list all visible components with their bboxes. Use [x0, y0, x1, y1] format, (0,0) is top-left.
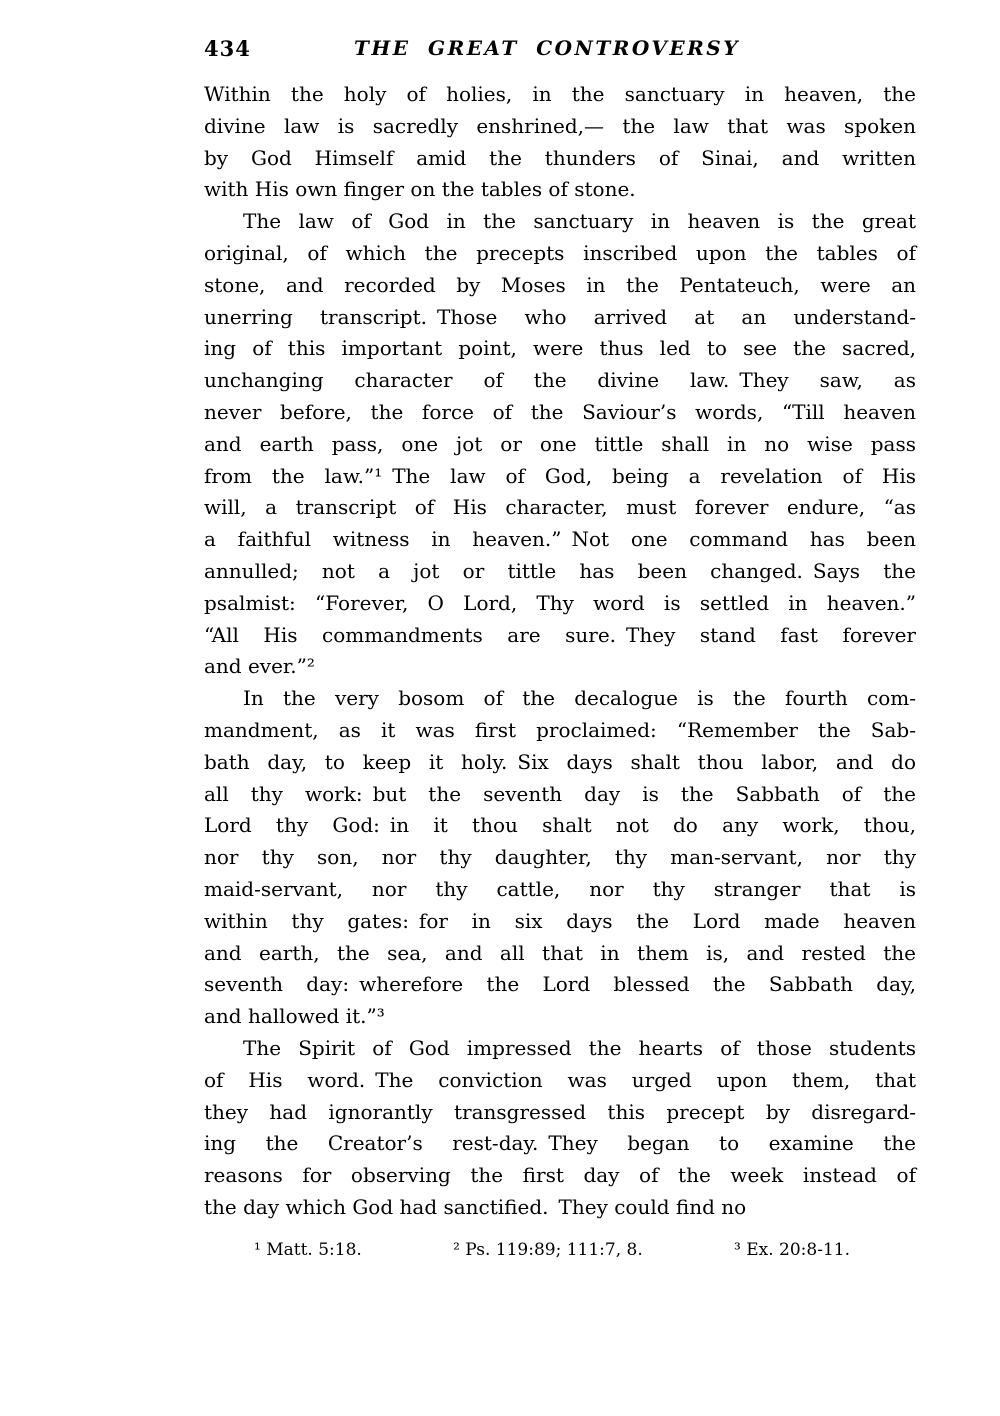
body-line: ing the Creator’s rest-day. They began to examine the [204, 1131, 916, 1156]
body-line: from the law.”¹ The law of God, being a revelation of His [204, 463, 916, 488]
running-title: THE GREAT CONTROVERSY [354, 36, 740, 60]
body-line: mandment, as it was first proclaimed: “Remember the Sab- [204, 717, 916, 742]
paragraph [204, 1033, 916, 1224]
body-line: stone, and recorded by Moses in the Pentateuch, were an [204, 272, 916, 297]
footnote: ² Ps. 119:89; 111:7, 8. [453, 1240, 643, 1260]
body-line: unerring transcript. Those who arrived at an understand- [204, 304, 916, 329]
footnote: ³ Ex. 20:8-11. [734, 1240, 850, 1260]
body-line: by God Himself amid the thunders of Sinai, and written [204, 145, 916, 170]
body-line: Within the holy of holies, in the sanctuary in heaven, the [204, 82, 916, 106]
body-line: maid-servant, nor thy cattle, nor thy stranger that is [204, 876, 916, 901]
body-line: psalmist: “Forever, O Lord, Thy word is settled in heaven.” [204, 590, 916, 615]
body-line: The Spirit of God impressed the hearts of those students [243, 1035, 916, 1060]
body-line: The law of God in the sanctuary in heaven is the great [243, 209, 916, 234]
body-line: seventh day: wherefore the Lord blessed the Sabbath day, [204, 972, 916, 997]
body-line: nor thy son, nor thy daughter, thy man-servant, nor thy [204, 845, 916, 870]
body-line: a faithful witness in heaven.” Not one command has been [204, 527, 916, 552]
body-line: will, a transcript of His character, must forever endure, “as [204, 495, 916, 520]
body-line: annulled; not a jot or tittle has been changed. Says the [204, 558, 916, 583]
body-line: never before, the force of the Saviour’s words, “Till heaven [204, 399, 916, 424]
body-line: within thy gates: for in six days the Lord made heaven [204, 908, 916, 933]
body-line: and earth pass, one jot or one tittle shall in no wise pass [204, 431, 916, 456]
body-line: Lord thy God: in it thou shalt not do any work, thou, [204, 813, 916, 838]
body-line: of His word. The conviction was urged upon them, that [204, 1067, 916, 1092]
body-line: unchanging character of the divine law. They saw, as [204, 368, 916, 393]
footnotes [204, 1238, 916, 1262]
body-line: reasons for observing the first day of the week instead of [204, 1163, 916, 1188]
body-line: with His own finger on the tables of stone. [204, 177, 636, 202]
body-line: and earth, the sea, and all that in them is, and rested the [204, 940, 916, 965]
body-line: the day which God had sanctified. They could find no [204, 1194, 747, 1219]
page-header [204, 36, 916, 62]
body-line: and ever.”² [204, 654, 315, 679]
body-line: In the very bosom of the decalogue is the fourth com- [243, 686, 916, 711]
body-line: and hallowed it.”³ [204, 1004, 385, 1029]
body-line: all thy work: but the seventh day is the Sabbath of the [204, 781, 916, 806]
footnote: ¹ Matt. 5:18. [254, 1240, 362, 1260]
paragraph [204, 683, 916, 1033]
body-line: ing of this important point, were thus led to see the sacred, [204, 336, 916, 361]
body-line: divine law is sacredly enshrined,— the law that was spoken [204, 113, 916, 138]
body-line: bath day, to keep it holy. Six days shalt thou labor, and do [204, 749, 916, 774]
paragraph [204, 79, 916, 206]
body-line: original, of which the precepts inscribed upon the tables of [204, 240, 916, 265]
body-line: they had ignorantly transgressed this precept by disregard- [204, 1099, 916, 1124]
page-number: 434 [204, 36, 251, 61]
body-line: “All His commandments are sure. They stand fast forever [204, 622, 916, 647]
paragraph [204, 206, 916, 683]
body-text [204, 79, 916, 1224]
